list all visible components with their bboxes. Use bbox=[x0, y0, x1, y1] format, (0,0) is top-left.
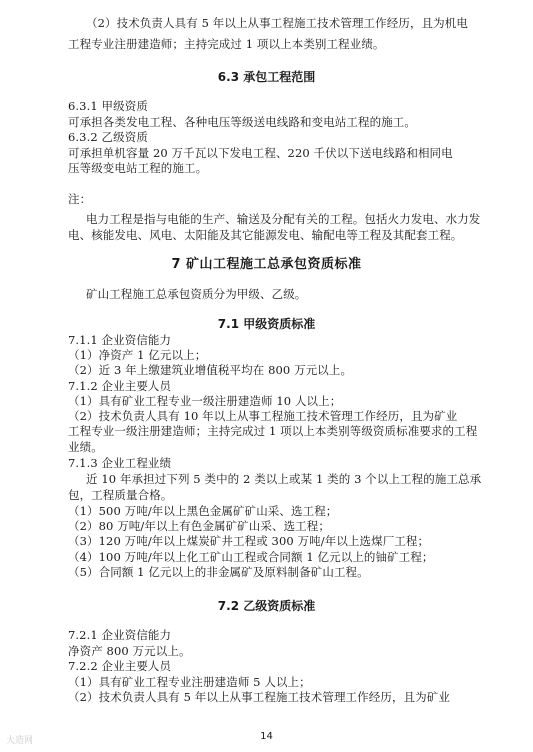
text-line: （2）技术负责人具有 5 年以上从事工程施工技术管理工作经历，且为机电 bbox=[86, 16, 468, 30]
list-item: （5）合同额 1 亿元以上的非金属矿及原料制备矿山工程。 bbox=[68, 565, 369, 579]
subsection-7-2-2: 7.2.2 企业主要人员 bbox=[68, 659, 172, 673]
subsection-7-1-3: 7.1.3 企业工程业绩 bbox=[68, 456, 172, 470]
list-item: （2）80 万吨/年以上有色金属矿矿山采、选工程； bbox=[68, 519, 330, 533]
list-item: （1）500 万吨/年以上黑色金属矿矿山采、选工程； bbox=[68, 504, 338, 518]
text-line: 可承担单机容量 20 万千瓦以下发电工程、220 千伏以下送电线路和相同电 bbox=[68, 146, 453, 160]
text-line: 近 10 年承担过下列 5 类中的 2 类以上或某 1 类的 3 个以上工程的施工总承 bbox=[86, 472, 482, 486]
list-item: （1）具有矿业工程专业注册建造师 5 人以上； bbox=[68, 675, 311, 689]
note-line: 电、核能发电、风电、太阳能及其它能源发电、输配电等工程及其配套工程。 bbox=[68, 228, 463, 242]
section-heading-7-1: 7.1 甲级资质标准 bbox=[217, 317, 316, 331]
chapter-intro: 矿山工程施工总承包资质分为甲级、乙级。 bbox=[86, 287, 307, 301]
text-line: 包，工程质量合格。 bbox=[68, 488, 173, 502]
text-line: 工程专业一级注册建造师；主持完成过 1 项以上本类别等级资质标准要求的工程 bbox=[68, 424, 478, 438]
note-line: 电力工程是指与电能的生产、输送及分配有关的工程。包括火力发电、水力发 bbox=[86, 212, 481, 226]
subsection-6-3-2: 6.3.2 乙级资质 bbox=[68, 130, 148, 144]
text-line: 压等级变电站工程的施工。 bbox=[68, 161, 208, 175]
list-item: （4）100 万吨/年以上化工矿山工程或合同额 1 亿元以上的铀矿工程； bbox=[68, 550, 434, 564]
note-label: 注： bbox=[68, 192, 92, 206]
list-item: （2）近 3 年上缴建筑业增值税平均在 800 万元以上。 bbox=[68, 363, 353, 377]
page-number: 14 bbox=[260, 731, 273, 742]
subsection-7-2-1: 7.2.1 企业资信能力 bbox=[68, 628, 172, 642]
list-item: （2）技术负责人具有 5 年以上从事工程施工技术管理工作经历，且为矿业 bbox=[68, 690, 450, 704]
subsection-6-3-1: 6.3.1 甲级资质 bbox=[68, 99, 148, 113]
text-line: 业绩。 bbox=[68, 440, 103, 454]
section-heading-7-2: 7.2 乙级资质标准 bbox=[217, 599, 316, 613]
list-item: （1）净资产 1 亿元以上； bbox=[68, 348, 207, 362]
section-heading-6-3: 6.3 承包工程范围 bbox=[217, 70, 316, 84]
text-line: 工程专业注册建造师；主持完成过 1 项以上本类别工程业绩。 bbox=[68, 37, 385, 51]
subsection-7-1-1: 7.1.1 企业资信能力 bbox=[68, 333, 172, 347]
list-item: （1）具有矿业工程专业一级注册建造师 10 人以上； bbox=[68, 394, 342, 408]
text-line: 可承担各类发电工程、各种电压等级送电线路和变电站工程的施工。 bbox=[68, 115, 416, 129]
chapter-heading-7: 7 矿山工程施工总承包资质标准 bbox=[171, 257, 362, 272]
watermark: 大造网 bbox=[6, 736, 34, 746]
text-line: 净资产 800 万元以上。 bbox=[68, 644, 191, 658]
subsection-7-1-2: 7.1.2 企业主要人员 bbox=[68, 379, 172, 393]
list-item: （3）120 万吨/年以上煤炭矿井工程或 300 万吨/年以上选煤厂工程； bbox=[68, 534, 430, 548]
list-item: （2）技术负责人具有 10 年以上从事工程施工技术管理工作经历，且为矿业 bbox=[68, 409, 458, 423]
